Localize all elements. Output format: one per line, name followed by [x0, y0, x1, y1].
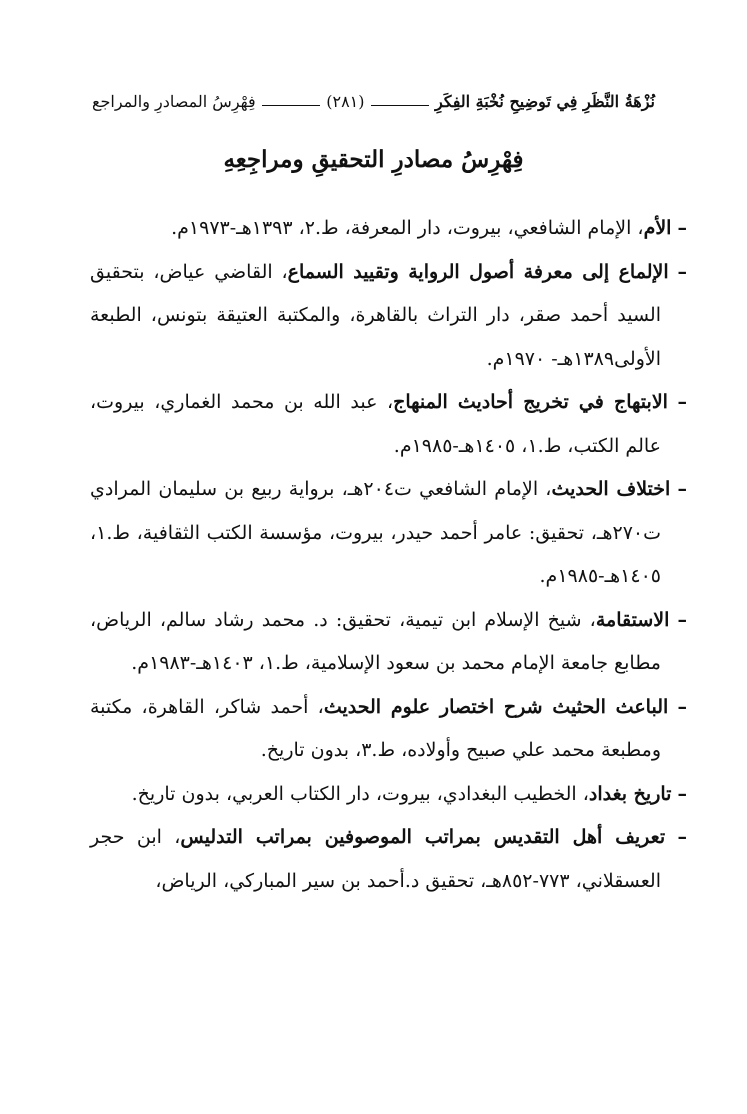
entry-details: ، عبد الله بن محمد الغماري، بيروت، عالم الكتب، ط.١، ١٤٠٥هـ-١٩٨٥م.	[90, 391, 661, 457]
entry-details: ، شيخ الإسلام ابن تيمية، تحقيق: د. محمد رشاد سالم، الرياض، مطابع جامعة الإمام محمد بن سعود الإسلامية، ط.١، ١٤٠٣هـ-١٩٨٣م.	[90, 608, 661, 674]
entry-dash: –	[677, 826, 687, 848]
entry-dash: –	[677, 478, 688, 500]
entry-title: الباعث الحثيث شرح اختصار علوم الحديث	[323, 695, 669, 718]
bibliography-entry	[90, 816, 687, 903]
page-title: فِهْرِسُ مصادرِ التحقيقِ ومراجِعِهِ	[223, 146, 524, 173]
entry-dash: –	[677, 217, 687, 239]
bibliography-entry	[90, 599, 687, 686]
entry-title: اختلاف الحديث	[551, 478, 671, 500]
entry-details: ، ابن حجر العسقلاني، ٧٧٣-٨٥٢هـ، تحقيق د.أحمد بن سير المباركي، الرياض،	[90, 826, 661, 892]
bibliography-entry	[90, 468, 687, 599]
entry-title: تاريخ بغداد	[588, 782, 672, 805]
entry-title: الابتهاج في تخريج أحاديث المنهاج	[393, 391, 668, 413]
header-section-title: فِهْرِسُ المصادرِ والمراجع	[91, 91, 256, 111]
header-book-title: نُزْهَةُ النَّظَرِ فِي تَوضِيحِ نُخْبَةِ الفِكَرِ	[435, 91, 655, 111]
entry-details: ، القاضي عياض، بتحقيق السيد أحمد صقر، دار التراث بالقاهرة، والمكتبة العتيقة بتونس، الطبعة الأولى١٣٨٩هـ- ١٩٧٠م.	[90, 260, 661, 370]
bibliography-entry	[90, 381, 687, 468]
entry-details: ، أحمد شاكر، القاهرة، مكتبة ومطبعة محمد علي صبيح وأولاده، ط.٣، بدون تاريخ.	[90, 695, 661, 761]
entry-details: ، الإمام الشافعي ت٢٠٤هـ، برواية ربيع بن سليمان المرادي ت٢٧٠هـ، تحقيق: عامر أحمد حيدر، بيروت، مؤسسة الكتب الثقافية، ط.١، ١٤٠٥هـ-١٩٨٥م.	[90, 478, 661, 587]
bibliography-entry	[90, 773, 687, 817]
bibliography-entry	[90, 207, 687, 251]
entry-details: ، الخطيب البغدادي، بيروت، دار الكتاب العربي، بدون تاريخ.	[131, 782, 589, 805]
entry-title: الأم	[643, 217, 672, 239]
header-rule-right	[371, 105, 430, 106]
entry-dash: –	[677, 695, 688, 718]
bibliography-entry	[90, 251, 687, 382]
entry-details: ، الإمام الشافعي، بيروت، دار المعرفة، ط.٢، ١٣٩٣هـ-١٩٧٣م.	[171, 217, 644, 239]
bibliography-list	[90, 207, 687, 903]
entry-title: تعريف أهل التقديس بمراتب الموصوفين بمراتب التدليس	[180, 826, 666, 848]
entry-dash: –	[677, 391, 687, 413]
entry-title: الاستقامة	[595, 608, 670, 631]
entry-dash: –	[677, 608, 687, 631]
entry-title: الإلماع إلى معرفة أصول الرواية وتقييد السماع	[287, 260, 669, 283]
header-page-number: (٢٨١)	[326, 91, 365, 111]
entry-dash: –	[677, 782, 687, 805]
running-header	[92, 84, 655, 118]
entry-dash: –	[677, 260, 687, 283]
bibliography-entry	[90, 686, 687, 773]
header-rule-left	[262, 105, 321, 106]
